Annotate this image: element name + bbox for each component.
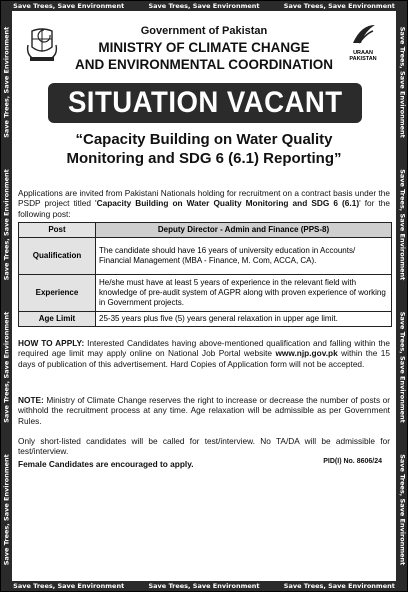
project-title-line-1: “Capacity Building on Water Quality — [75, 131, 333, 148]
note-text: Ministry of Climate Change reserves the right to increase or decrease the number of posts or withhold the recruitment process at any time. Age relaxation will be admissible as per Government Rules. — [18, 395, 390, 426]
border-strip-left — [1, 11, 12, 581]
border-strip-bottom — [1, 581, 407, 591]
intro-text: Applications are invited from Pakistani Nationals holding for recruitment on a contract basis under the PSDP project titled ' — [18, 188, 390, 209]
qualification-label: Qualification — [19, 238, 96, 275]
strip-slogan: Save Trees, Save Environment — [283, 582, 395, 590]
strip-slogan: Save Trees, Save Environment — [13, 2, 125, 10]
post-title: Deputy Director - Admin and Finance (PPS-8) — [96, 223, 392, 238]
how-to-apply-text: Interested Candidates having above-mentioned qualification and falling within the required age limit may apply online on National Job Portal website — [18, 338, 390, 359]
experience-text: He/she must have at least 5 years of experience in the relevant field with knowledge of pre-audit system of AGPR along with proven experience of working in Government projects. — [96, 275, 392, 312]
project-title-line-2: Monitoring and SDG 6 (6.1) Reporting” — [66, 150, 342, 167]
situation-vacant-banner — [48, 83, 362, 123]
table-row — [19, 238, 392, 275]
shortlist-paragraph: Only short-listed candidates will be called for test/interview. No TA/DA will be admissible for test/interview. — [18, 436, 390, 457]
post-details-table — [18, 222, 392, 327]
experience-label: Experience — [19, 275, 96, 312]
pid-number: PID(I) No. 8606/24 — [323, 458, 382, 465]
strip-slogan: Save Trees, Save Environment — [2, 454, 10, 566]
strip-slogan: Save Trees, Save Environment — [398, 311, 406, 423]
strip-slogan: Save Trees, Save Environment — [13, 582, 125, 590]
strip-slogan: Save Trees, Save Environment — [2, 169, 10, 281]
border-strip-right — [396, 11, 407, 581]
strip-slogan: Save Trees, Save Environment — [398, 26, 406, 138]
female-candidates-line: Female Candidates are encouraged to apply. — [18, 459, 194, 469]
strip-slogan: Save Trees, Save Environment — [2, 311, 10, 423]
how-to-apply-paragraph — [18, 338, 390, 369]
note-label: NOTE: — [18, 395, 44, 405]
ministry-line: MINISTRY OF CLIMATE CHANGE — [98, 40, 310, 55]
table-row — [19, 275, 392, 312]
website-link[interactable]: www.njp.gov.pk — [275, 348, 338, 359]
post-header: Post — [19, 223, 96, 238]
intro-text-end: ' for the following post: — [18, 198, 390, 219]
how-to-apply-text-end: within the 15 days of publication of this advertisement. Hard Copies of Application form will not be accepted. — [18, 348, 390, 369]
table-row — [19, 312, 392, 327]
intro-paragraph — [18, 188, 390, 219]
intro-project-name: Capacity Building on Water Quality Monitoring and SDG 6 (6.1) — [96, 198, 360, 209]
strip-slogan: Save Trees, Save Environment — [2, 26, 10, 138]
strip-slogan: Save Trees, Save Environment — [398, 169, 406, 281]
border-strip-top — [1, 1, 407, 11]
uraan-logo-text: URAAN PAKISTAN — [349, 50, 377, 62]
banner-text: SITUATION VACANT — [67, 86, 343, 119]
strip-slogan: Save Trees, Save Environment — [148, 582, 260, 590]
age-limit-text: 25-35 years plus five (5) years general relaxation in upper age limit. — [96, 312, 392, 327]
coordination-line: AND ENVIRONMENTAL COORDINATION — [75, 57, 333, 72]
strip-slogan: Save Trees, Save Environment — [398, 454, 406, 566]
strip-slogan: Save Trees, Save Environment — [283, 2, 395, 10]
government-line: Government of Pakistan — [140, 25, 268, 37]
qualification-text: The candidate should have 16 years of university education in Accounts/ Financial Management (MBA - Finance, M. Com, ACCA, CA). — [96, 238, 392, 275]
how-to-apply-label: HOW TO APPLY: — [18, 338, 85, 348]
note-paragraph — [18, 395, 390, 426]
age-limit-label: Age Limit — [19, 312, 96, 327]
ad-content — [12, 11, 396, 581]
table-header-row — [19, 223, 392, 238]
strip-slogan: Save Trees, Save Environment — [148, 2, 260, 10]
